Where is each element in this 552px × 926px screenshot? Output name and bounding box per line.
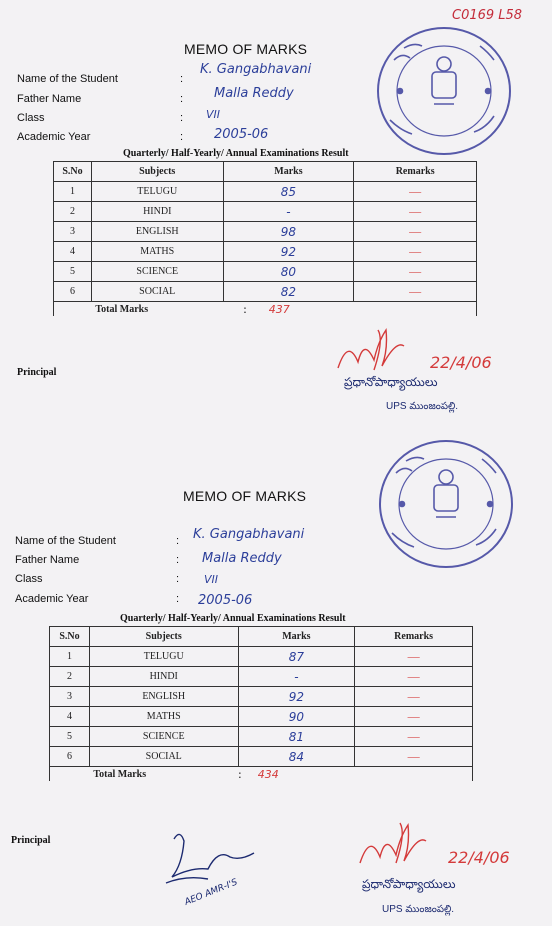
row-marks: 84 [238,747,355,767]
father-name-value: Malla Reddy [214,86,294,101]
table-row [50,667,473,687]
school-name: UPS ముంజంపల్లి. [386,401,459,412]
class-value: VII [204,573,219,586]
table-row [54,282,477,302]
table-row [54,262,477,282]
sno-header: S.No [50,627,90,647]
row-sno: 4 [54,242,92,262]
father-name-value: Malla Reddy [202,551,282,566]
row-remark: — [355,647,473,667]
total-row [50,767,473,782]
row-remark: — [355,707,473,727]
colon: : [180,73,184,85]
colon: : [238,767,242,781]
row-remark: — [354,242,477,262]
exam-title: Quarterly/ Half-Yearly/ Annual Examinations Result [123,148,349,159]
row-remark: — [354,262,477,282]
officer-signature [160,821,270,913]
row-sno: 6 [54,282,92,302]
row-subject: SCIENCE [89,727,238,747]
total-marks-label: Total Marks [91,302,223,317]
row-remark: — [354,282,477,302]
table-row [50,727,473,747]
marks-table [49,626,473,781]
marks-header: Marks [238,627,355,647]
row-marks: 98 [223,222,354,242]
colon: : [180,112,184,124]
row-marks: - [223,202,354,222]
school-seal [370,20,518,162]
remarks-header: Remarks [355,627,473,647]
row-subject: HINDI [91,202,223,222]
corner-note: C0169 L58 [452,8,523,23]
row-sno: 4 [50,707,90,727]
row-marks: 85 [223,182,354,202]
subjects-header: Subjects [91,162,223,182]
colon: : [176,535,180,547]
marks-table [53,161,477,316]
row-sno: 1 [54,182,92,202]
table-row [50,707,473,727]
father-name-label: Father Name [15,554,80,566]
school-seal [372,433,520,575]
colon: : [180,93,184,105]
row-subject: MATHS [91,242,223,262]
headmaster-designation: ప్రధానోపాధ్యాయులు [344,375,438,389]
class-value: VII [206,108,221,121]
sno-header: S.No [54,162,92,182]
row-subject: SCIENCE [91,262,223,282]
colon: : [243,302,247,316]
total-marks-value [238,767,355,782]
row-marks: 80 [223,262,354,282]
row-marks: - [238,667,355,687]
row-remark: — [354,202,477,222]
row-marks: 82 [223,282,354,302]
school-name: UPS ముంజంపల్లి. [382,904,455,915]
table-row [54,222,477,242]
row-marks: 92 [223,242,354,262]
memo-title: MEMO OF MARKS [184,41,308,57]
row-sno: 2 [50,667,90,687]
table-header-row [54,162,477,182]
total-marks-number: 434 [257,767,279,781]
colon: : [176,554,180,566]
signature-date: 22/4/06 [430,353,492,372]
row-sno: 3 [50,687,90,707]
table-row [50,747,473,767]
student-name-label: Name of the Student [15,535,116,547]
svg-text:AEO AMR-I'S: AEO AMR-I'S [183,877,240,908]
headmaster-designation: ప్రధానోపాధ్యాయులు [362,877,456,891]
row-sno: 6 [50,747,90,767]
student-name-label: Name of the Student [17,73,118,85]
exam-title: Quarterly/ Half-Yearly/ Annual Examinations Result [120,613,346,624]
row-subject: TELUGU [91,182,223,202]
table-row [54,182,477,202]
table-row [54,202,477,222]
principal-label: Principal [11,835,51,846]
academic-year-value: 2005-06 [214,127,269,142]
row-subject: TELUGU [89,647,238,667]
row-remark: — [354,182,477,202]
memo-bottom [0,463,552,926]
marks-header: Marks [223,162,354,182]
table-row [50,647,473,667]
row-subject: SOCIAL [91,282,223,302]
row-marks: 90 [238,707,355,727]
class-label: Class [17,112,45,124]
total-row [54,302,477,317]
row-remark: — [355,687,473,707]
student-name-value: K. Gangabhavani [193,527,305,542]
row-marks: 81 [238,727,355,747]
row-subject: ENGLISH [91,222,223,242]
row-sno: 3 [54,222,92,242]
principal-signature [356,813,532,877]
row-marks: 87 [238,647,355,667]
row-remark: — [355,727,473,747]
class-label: Class [15,573,43,585]
table-row [50,687,473,707]
table-header-row [50,627,473,647]
total-marks-number: 437 [268,302,290,316]
total-marks-label: Total Marks [89,767,238,782]
total-marks-value [223,302,354,317]
row-remark: — [355,667,473,687]
row-sno: 1 [50,647,90,667]
academic-year-label: Academic Year [15,593,89,605]
signature-date: 22/4/06 [448,848,510,867]
row-subject: HINDI [89,667,238,687]
principal-signature [334,320,510,382]
row-sno: 5 [54,262,92,282]
colon: : [180,131,184,143]
academic-year-label: Academic Year [17,131,91,143]
colon: : [176,593,180,605]
student-name-value: K. Gangabhavani [200,62,312,77]
memo-title: MEMO OF MARKS [183,488,307,504]
table-row [54,242,477,262]
row-sno: 2 [54,202,92,222]
father-name-label: Father Name [17,93,82,105]
row-remark: — [354,222,477,242]
row-marks: 92 [238,687,355,707]
academic-year-value: 2005-06 [198,593,253,608]
principal-label: Principal [17,367,57,378]
row-subject: ENGLISH [89,687,238,707]
subjects-header: Subjects [89,627,238,647]
row-sno: 5 [50,727,90,747]
row-remark: — [355,747,473,767]
remarks-header: Remarks [354,162,477,182]
colon: : [176,573,180,585]
row-subject: SOCIAL [89,747,238,767]
row-subject: MATHS [89,707,238,727]
